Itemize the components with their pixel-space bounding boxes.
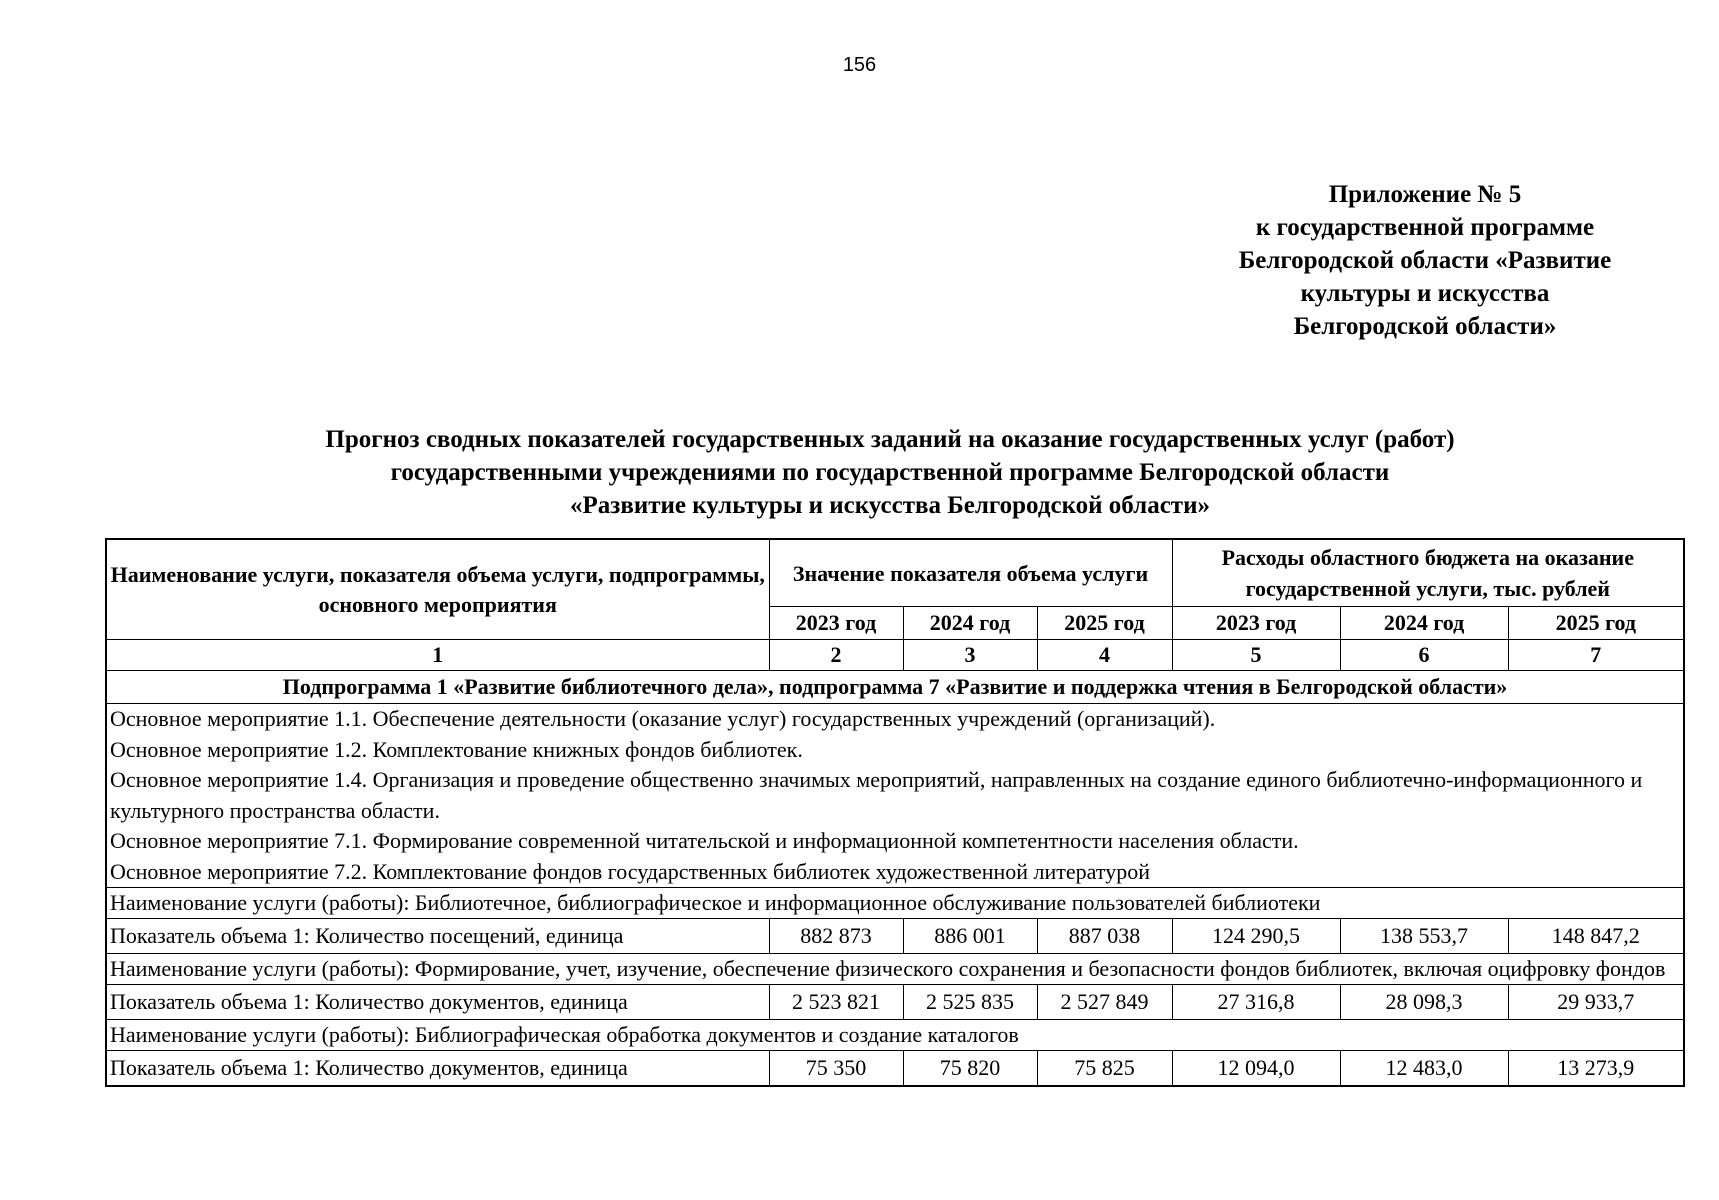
header-year: 2025 год: [1037, 607, 1172, 640]
indicator-value: 887 038: [1037, 919, 1172, 954]
document-title: [100, 423, 1680, 522]
indicator-value: 148 847,2: [1508, 919, 1684, 954]
page-number: 156: [842, 54, 877, 76]
indicator-value: 2 523 821: [769, 985, 903, 1020]
indicator-value: 13 273,9: [1508, 1051, 1684, 1087]
appendix-line: Приложение № 5: [1328, 181, 1522, 208]
indicator-value: 27 316,8: [1172, 985, 1340, 1020]
title-line: «Развитие культуры и искусства Белгородской области»: [570, 492, 1210, 519]
indicator-value: 12 094,0: [1172, 1051, 1340, 1087]
activity-item: Основное мероприятие 1.4. Организация и проведение общественно значимых мероприятий, направленных на создание единого библиотечно-информационного и культурного пространства области.: [110, 767, 1643, 823]
indicator-value: 75 820: [903, 1051, 1037, 1087]
appendix-header: [1180, 178, 1670, 343]
indicator-value: 75 825: [1037, 1051, 1172, 1087]
indicator-value: 138 553,7: [1340, 919, 1508, 954]
header-year: 2025 год: [1508, 607, 1684, 640]
column-number: 4: [1037, 640, 1172, 671]
header-year: 2024 год: [1340, 607, 1508, 640]
column-number: 2: [769, 640, 903, 671]
header-year: 2023 год: [769, 607, 903, 640]
indicator-value: 882 873: [769, 919, 903, 954]
header-year: 2023 год: [1172, 607, 1340, 640]
indicator-row: [106, 1051, 1684, 1087]
indicator-value: 75 350: [769, 1051, 903, 1087]
activity-item: Основное мероприятие 7.2. Комплектование фондов государственных библиотек художественной литературой: [110, 858, 1150, 884]
indicator-label: Показатель объема 1: Количество документов, единица: [106, 1051, 769, 1087]
indicator-value: 12 483,0: [1340, 1051, 1508, 1087]
column-number: 5: [1172, 640, 1340, 671]
indicator-label: Показатель объема 1: Количество документов, единица: [106, 985, 769, 1020]
service-name-row: Наименование услуги (работы): Формирование, учет, изучение, обеспечение физического сохранения и безопасности фондов библиотек, включая оцифровку фондов: [106, 954, 1684, 985]
appendix-line: к государственной программе: [1255, 214, 1595, 241]
appendix-line: Белгородской области»: [1293, 313, 1557, 340]
indicator-row: [106, 919, 1684, 954]
indicator-label: Показатель объема 1: Количество посещений, единица: [106, 919, 769, 954]
service-name-row: Наименование услуги (работы): Библиографическая обработка документов и создание каталогов: [106, 1020, 1684, 1051]
activity-item: Основное мероприятие 7.1. Формирование современной читательской и информационной компетентности населения области.: [110, 828, 1299, 853]
forecast-table: [105, 538, 1685, 1087]
column-number: 3: [903, 640, 1037, 671]
indicator-value: 2 525 835: [903, 985, 1037, 1020]
indicator-row: [106, 985, 1684, 1020]
indicator-value: 29 933,7: [1508, 985, 1684, 1020]
subprogram-row: Подпрограмма 1 «Развитие библиотечного дела», подпрограмма 7 «Развитие и поддержка чтения в Белгородской области»: [106, 671, 1684, 704]
appendix-line: культуры и искусства: [1300, 280, 1550, 307]
indicator-value: 124 290,5: [1172, 919, 1340, 954]
indicator-value: 886 001: [903, 919, 1037, 954]
activities-cell: [106, 704, 1684, 888]
column-number: 1: [106, 640, 769, 671]
column-number: 7: [1508, 640, 1684, 671]
header-budget-group: Расходы областного бюджета на оказание государственной услуги, тыс. рублей: [1172, 539, 1684, 607]
service-name-row: Наименование услуги (работы): Библиотечное, библиографическое и информационное обслуживание пользователей библиотеки: [106, 888, 1684, 919]
title-line: Прогноз сводных показателей государственных заданий на оказание государственных услуг (работ): [325, 426, 1455, 453]
indicator-value: 28 098,3: [1340, 985, 1508, 1020]
title-line: государственными учреждениями по государственной программе Белгородской области: [390, 459, 1390, 486]
activity-item: Основное мероприятие 1.1. Обеспечение деятельности (оказание услуг) государственных учреждений (организаций).: [110, 706, 1216, 731]
column-number: 6: [1340, 640, 1508, 671]
activity-item: Основное мероприятие 1.2. Комплектование книжных фондов библиотек.: [110, 736, 803, 762]
appendix-line: Белгородской области «Развитие: [1238, 247, 1612, 274]
header-name: Наименование услуги, показателя объема услуги, подпрограммы, основного мероприятия: [106, 539, 769, 640]
header-year: 2024 год: [903, 607, 1037, 640]
header-volume-group: Значение показателя объема услуги: [769, 539, 1172, 607]
indicator-value: 2 527 849: [1037, 985, 1172, 1020]
